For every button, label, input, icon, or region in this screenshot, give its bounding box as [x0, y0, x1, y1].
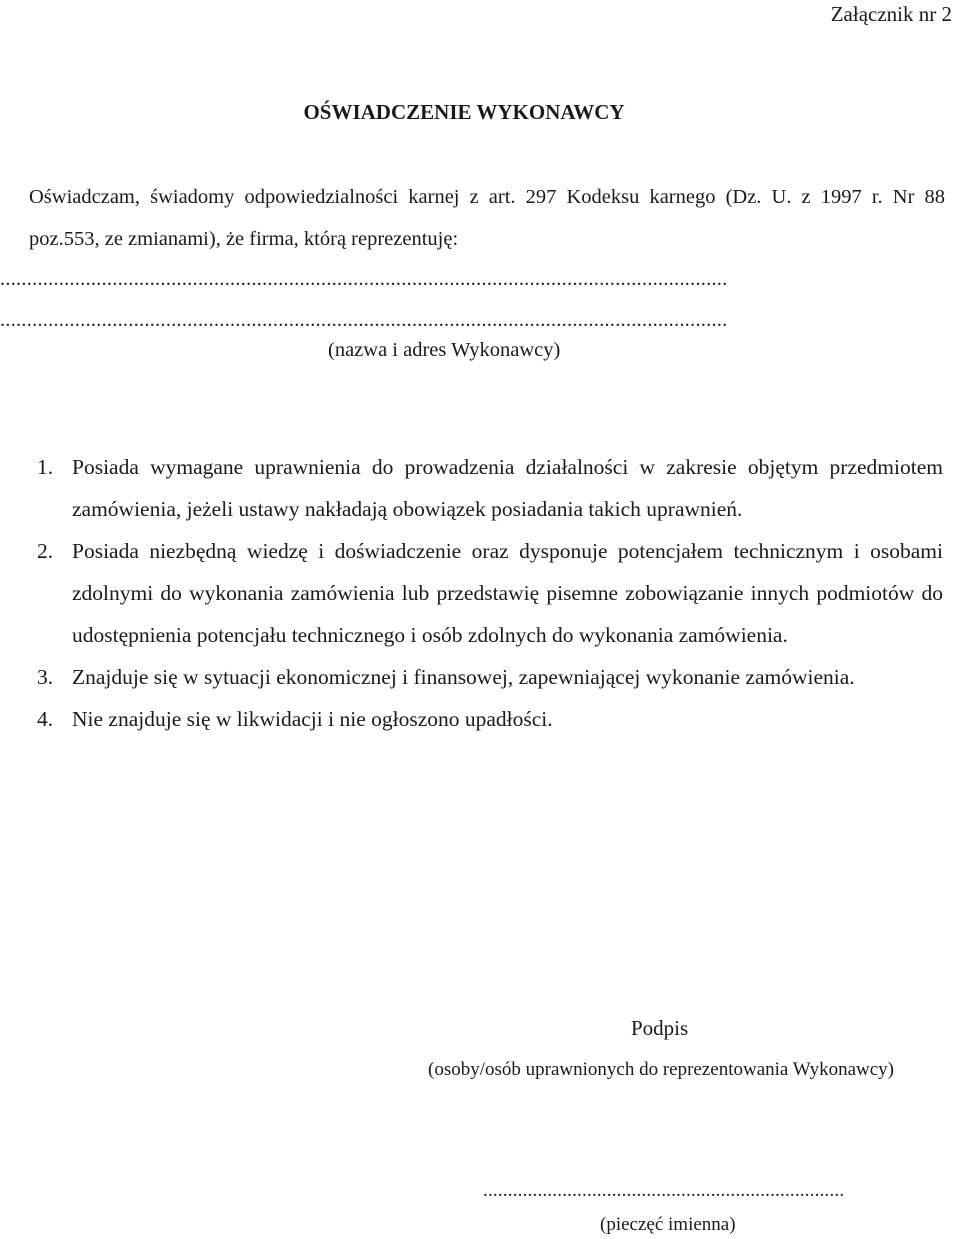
condition-text: Znajduje się w sytuacji ekonomicznej i finansowej, zapewniającej wykonanie zamówienia.: [72, 665, 855, 689]
condition-item: [29, 530, 943, 656]
condition-number: 1.: [37, 455, 54, 479]
stamp-fill-line: .........................................................................: [483, 1180, 845, 1201]
company-fill-line-1: ........................................................................................................................................: [0, 268, 728, 290]
condition-text: Nie znajduje się w likwidacji i nie ogłoszono upadłości.: [72, 707, 553, 731]
intro-paragraph: Oświadczam, świadomy odpowiedzialności karnej z art. 297 Kodeksu karnego (Dz. U. z 1997 r. Nr 88 poz.553, ze zmianami), że firma, którą reprezentuję:: [29, 186, 945, 250]
condition-item: [29, 656, 943, 698]
condition-number: 2.: [37, 539, 54, 563]
stamp-caption: (pieczęć imienna): [600, 1214, 736, 1235]
company-fill-line-2: ........................................................................................................................................: [0, 309, 728, 331]
condition-text: Posiada niezbędną wiedzę i doświadczenie oraz dysponuje potencjałem technicznym i osobami zdolnymi do wykonania zamówienia lub przedstawię pisemne zobowiązanie innych podmiotów do udostępnienia potencjału technicznego i osób zdolnych do wykonania zamówienia.: [72, 539, 943, 647]
condition-number: 4.: [37, 707, 54, 731]
condition-number: 3.: [37, 665, 54, 689]
condition-item: [29, 446, 943, 530]
condition-item: [29, 698, 943, 740]
company-caption: (nazwa i adres Wykonawcy): [328, 339, 561, 361]
attachment-label: Załącznik nr 2: [830, 2, 952, 26]
signature-label: Podpis: [631, 1016, 689, 1040]
conditions-list: [29, 446, 943, 740]
signature-caption: (osoby/osób uprawnionych do reprezentowania Wykonawcy): [428, 1059, 894, 1080]
condition-text: Posiada wymagane uprawnienia do prowadzenia działalności w zakresie objętym przedmiotem zamówienia, jeżeli ustawy nakładają obowiązek posiadania takich uprawnień.: [72, 455, 943, 521]
document-title: OŚWIADCZENIE WYKONAWCY: [303, 100, 625, 124]
